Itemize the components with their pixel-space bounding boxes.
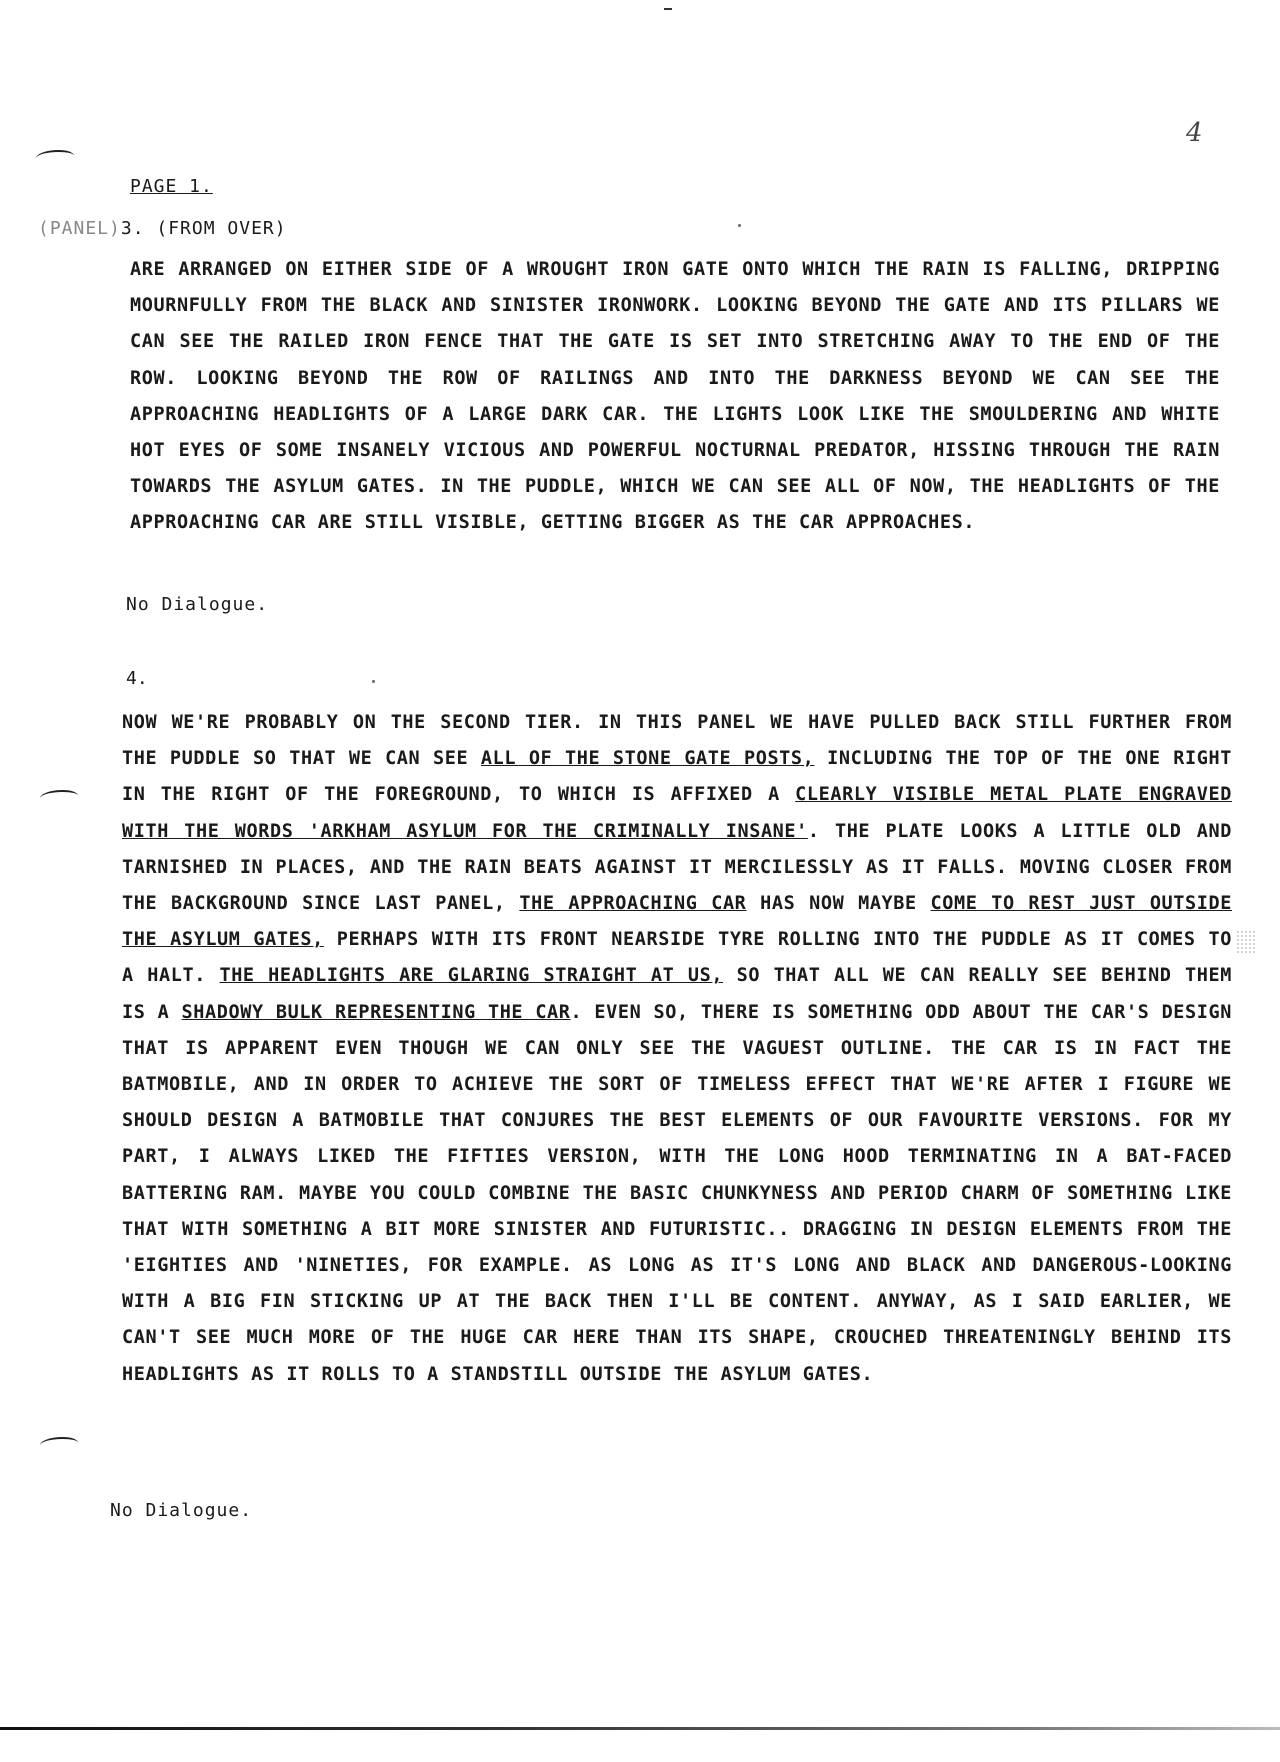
text-segment: INCLUDING THE TOP OF THE ONE RIGHT IN THE RIGHT OF THE FOREGROUND, TO WHICH IS AFFIXED A <box>122 748 1232 806</box>
underlined-phrase: COME TO REST JUST OUTSIDE THE ASYLUM GATES, <box>122 893 1232 951</box>
underlined-phrase: THE HEADLIGHTS ARE GLARING STRAIGHT AT US, <box>219 965 724 987</box>
underlined-phrase: SHADOWY BULK REPRESENTING THE CAR <box>181 1001 571 1023</box>
underlined-phrase: THE APPROACHING CAR <box>519 893 747 915</box>
binder-hole-mark <box>36 150 74 164</box>
text-segment: NOW WE'RE PROBABLY ON THE SECOND TIER. IN THIS PANEL WE HAVE PULLED BACK STILL FURTHER FROM THE PUDDLE SO THAT WE CAN SEE <box>122 712 1232 770</box>
page-folio-number: 4 <box>1186 118 1203 148</box>
panel-4-description <box>122 705 1232 1393</box>
panel-reference <box>38 218 287 239</box>
panel-ref-text: 3. (FROM OVER) <box>120 218 287 239</box>
page-heading: PAGE 1. <box>130 176 213 197</box>
text-segment: PERHAPS WITH ITS FRONT NEARSIDE TYRE ROLLING INTO THE PUDDLE AS IT COMES TO A HALT. <box>122 929 1232 987</box>
scan-speck <box>738 224 741 227</box>
underlined-phrase: CLEARLY VISIBLE METAL PLATE ENGRAVED WITH THE WORDS 'ARKHAM ASYLUM FOR THE CRIMINALLY INSANE' <box>122 784 1232 842</box>
panel-3-dialogue: No Dialogue. <box>126 594 269 615</box>
text-segment: . EVEN SO, THERE IS SOMETHING ODD ABOUT THE CAR'S DESIGN THAT IS APPARENT EVEN THOUGH WE CAN ONLY SEE THE VAGUEST OUTLINE. THE CAR IS IN FACT THE BATMOBILE, AND IN ORDER TO ACHIEVE THE SORT OF TIMELESS EFFECT THAT WE'RE AFTER I FIGURE WE SHOULD DESIGN A BATMOBILE THAT CONJURES THE BEST ELEMENTS OF OUR FAVOURITE VERSIONS. FOR MY PART, I ALWAYS LIKED THE FIFTIES VERSION, WITH THE LONG HOOD TERMINATING IN A BAT-FACED BATTERING RAM. MAYBE YOU COULD COMBINE THE BASIC CHUNKYNESS AND PERIOD CHARM OF SOMETHING LIKE THAT WITH SOMETHING A BIT MORE SINISTER AND FUTURISTIC.. DRAGGING IN DESIGN ELEMENTS FROM THE 'EIGHTIES AND 'NINETIES, FOR EXAMPLE. AS LONG AS IT'S LONG AND BLACK AND DANGEROUS-LOOKING WITH A BIG FIN STICKING UP AT THE BACK THEN I'LL BE CONTENT. ANYWAY, AS I SAID EARLIER, WE CAN'T SEE MUCH MORE OF THE HUGE CAR HERE THAN ITS SHAPE, CROUCHED THREATENINGLY BEHIND ITS HEADLIGHTS AS IT ROLLS TO A STANDSTILL OUTSIDE THE ASYLUM GATES. <box>122 1001 1233 1385</box>
bottom-scan-edge <box>0 1727 1280 1730</box>
underlined-phrase: ALL OF THE STONE GATE POSTS, <box>480 748 815 770</box>
panel-4-dialogue: No Dialogue. <box>110 1500 253 1521</box>
scan-smudge <box>1236 930 1256 954</box>
text-segment: HAS NOW MAYBE <box>746 893 931 915</box>
text-segment: SO THAT ALL WE CAN REALLY SEE BEHIND THEM IS A <box>122 965 1233 1023</box>
binder-hole-mark <box>40 1437 78 1451</box>
binder-hole-mark <box>40 790 78 804</box>
top-mark <box>664 8 672 10</box>
panel-ref-prefix: (PANEL) <box>38 218 121 239</box>
scan-speck <box>372 680 375 683</box>
panel-3-description: ARE ARRANGED ON EITHER SIDE OF A WROUGHT IRON GATE ONTO WHICH THE RAIN IS FALLING, DRIPPING MOURNFULLY FROM THE BLACK AND SINISTER IRONWORK. LOOKING BEYOND THE GATE AND ITS PILLARS WE CAN SEE THE RAILED IRON FENCE THAT THE GATE IS SET INTO STRETCHING AWAY TO THE END OF THE ROW. LOOKING BEYOND THE ROW OF RAILINGS AND INTO THE DARKNESS BEYOND WE CAN SEE THE APPROACHING HEADLIGHTS OF A LARGE DARK CAR. THE LIGHTS LOOK LIKE THE SMOULDERING AND WHITE HOT EYES OF SOME INSANELY VICIOUS AND POWERFUL NOCTURNAL PREDATOR, HISSING THROUGH THE RAIN TOWARDS THE ASYLUM GATES. IN THE PUDDLE, WHICH WE CAN SEE ALL OF NOW, THE HEADLIGHTS OF THE APPROACHING CAR ARE STILL VISIBLE, GETTING BIGGER AS THE CAR APPROACHES. <box>130 259 1220 534</box>
panel-4-number: 4. <box>126 668 148 689</box>
text-segment: . THE PLATE LOOKS A LITTLE OLD AND TARNISHED IN PLACES, AND THE RAIN BEATS AGAINST IT MERCILESSLY AS IT FALLS. MOVING CLOSER FROM THE BACKGROUND SINCE LAST PANEL, <box>122 820 1232 915</box>
